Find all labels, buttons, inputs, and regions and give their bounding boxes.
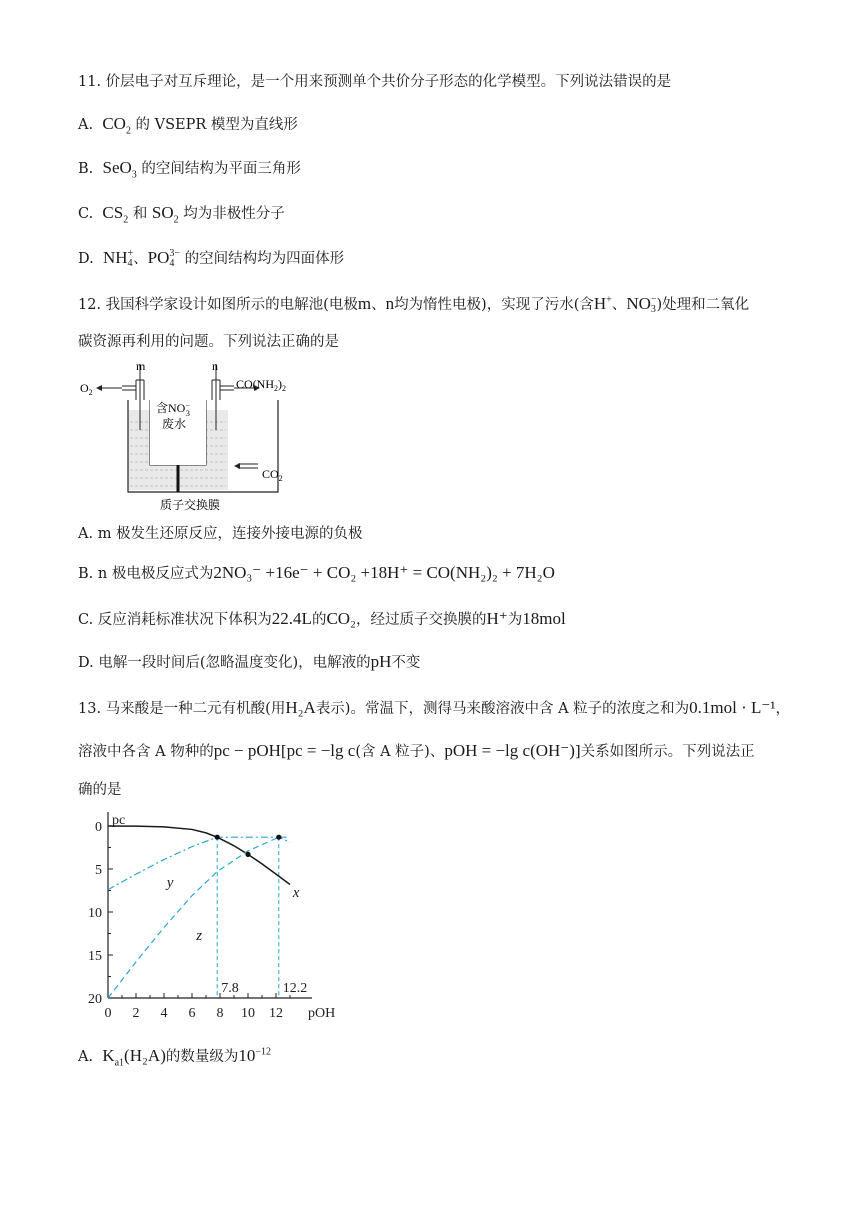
formula: $CS_2$ (102, 203, 129, 226)
x-tick-label: 12 (269, 1006, 283, 1021)
series-z-line (108, 837, 290, 998)
data-point (245, 852, 250, 857)
q11-option-c (78, 203, 285, 224)
x-tick-label: 2 (132, 1006, 140, 1021)
q12-option-a: A. m 极发生还原反应，连接外接电源的负极 (78, 526, 363, 542)
annotation-label: 12.2 (282, 981, 308, 996)
co2-inlet-label: $CO_2$ (262, 467, 283, 483)
formula: $CO_2$ (102, 114, 131, 137)
wastewater-label-2: 废水 (162, 417, 187, 431)
data-point (276, 835, 281, 840)
option-label: D. (78, 251, 94, 267)
option-text: 的空间结构为平面三角形 (141, 161, 301, 177)
q12-option-d: D. 电解一段时间后(忽略温度变化)，电解液的pH不变 (78, 652, 421, 671)
series-label-y: y (166, 874, 174, 891)
y-tick-label: 10 (88, 906, 102, 921)
urea-label: $CO(NH_2)_2$ (236, 377, 286, 393)
x-tick-label: 6 (188, 1006, 196, 1021)
data-point (215, 835, 220, 840)
electrode-m-label: m (136, 360, 146, 373)
electrode-n-label: n (212, 360, 218, 373)
q11-option-b (78, 158, 301, 179)
o2-label: $O_2$ (80, 381, 93, 397)
formula: $SO_2$ (151, 203, 179, 226)
y-axis-label: pc (112, 813, 126, 828)
q11-stem: 11. 价层电子对互斥理论，是一个用来预测单个共价分子形态的化学模型。下列说法错误的是 (78, 74, 672, 90)
option-label: A. (78, 117, 94, 133)
q12-option-c: C. 反应消耗标准状况下体积为22.4L的CO₂，经过质子交换膜的H⁺为18mol (78, 609, 566, 628)
option-label: C. (78, 206, 94, 222)
q12-option-b: B. n 极电极反应式为2NO₃⁻ +16e⁻ + CO₂ +18H⁺ = CO(NH₂)₂ + 7H₂O (78, 563, 555, 582)
separator: 、 (133, 251, 148, 267)
option-text: 均为非极性分子 (183, 206, 285, 222)
q13-stem-line2: 溶液中各含 A 物种的pc − pOH[pc = −lg c(含 A 粒子)、pOH = −lg c(OH⁻)]关系如图所示。下列说法正 (78, 741, 755, 760)
membrane-label: 质子交换膜 (160, 498, 221, 512)
q13-stem-line3: 确的是 (78, 782, 122, 798)
x-tick-label: 4 (160, 1006, 168, 1021)
formula: PO 3− 4 (147, 248, 181, 270)
series-x-line (108, 826, 290, 884)
x-axis-label: pOH (308, 1006, 336, 1021)
y-tick-label: 15 (88, 949, 102, 964)
q11-option-d (78, 248, 344, 269)
x-tick-label: 8 (216, 1006, 224, 1021)
q13-option-a: A. $K_{a1}(H_2A)$的数量级为$10^{-12}$ (78, 1046, 271, 1069)
pc-poh-chart (78, 806, 348, 1034)
q12-stem-line2: 碳资源再利用的问题。下列说法正确的是 (78, 334, 339, 350)
option-label: B. (78, 161, 94, 177)
series-y-line (108, 837, 290, 889)
option-text: 的空间结构均为四面体形 (184, 251, 345, 267)
electrolysis-cell-diagram (78, 360, 298, 516)
q13-stem-line1: 13. 马来酸是一种二元有机酸(用H₂A表示)。常温下，测得马来酸溶液中含 A 粒子的浓度之和为0.1mol · L⁻¹， (78, 698, 790, 717)
option-text: 的 VSEPR 模型为直线形 (135, 117, 298, 133)
series-label-z: z (196, 928, 203, 945)
formula: NH + 4 (102, 248, 134, 270)
wastewater-label: 含NO− 3 (156, 401, 190, 418)
x-tick-label: 0 (104, 1006, 112, 1021)
series-label-x: x (292, 885, 300, 902)
formula: SeO$_3$ (102, 158, 137, 181)
option-text: 和 (132, 206, 148, 222)
y-tick-label: 5 (95, 863, 102, 878)
annotation-label: 7.8 (221, 981, 239, 996)
y-tick-label: 0 (95, 820, 102, 835)
x-tick-label: 10 (241, 1006, 255, 1021)
q12-stem-line1: 12. 我国科学家设计如图所示的电解池(电极m、n均为惰性电极)，实现了污水(含H+、NO − 3 )处理和二氧化 (78, 294, 750, 316)
y-tick-label: 20 (88, 992, 102, 1007)
equation: 2NO₃⁻ +16e⁻ + CO₂ +18H⁺ = CO(NH₂)₂ + 7H₂O (213, 563, 555, 582)
q11-option-a (78, 114, 298, 135)
